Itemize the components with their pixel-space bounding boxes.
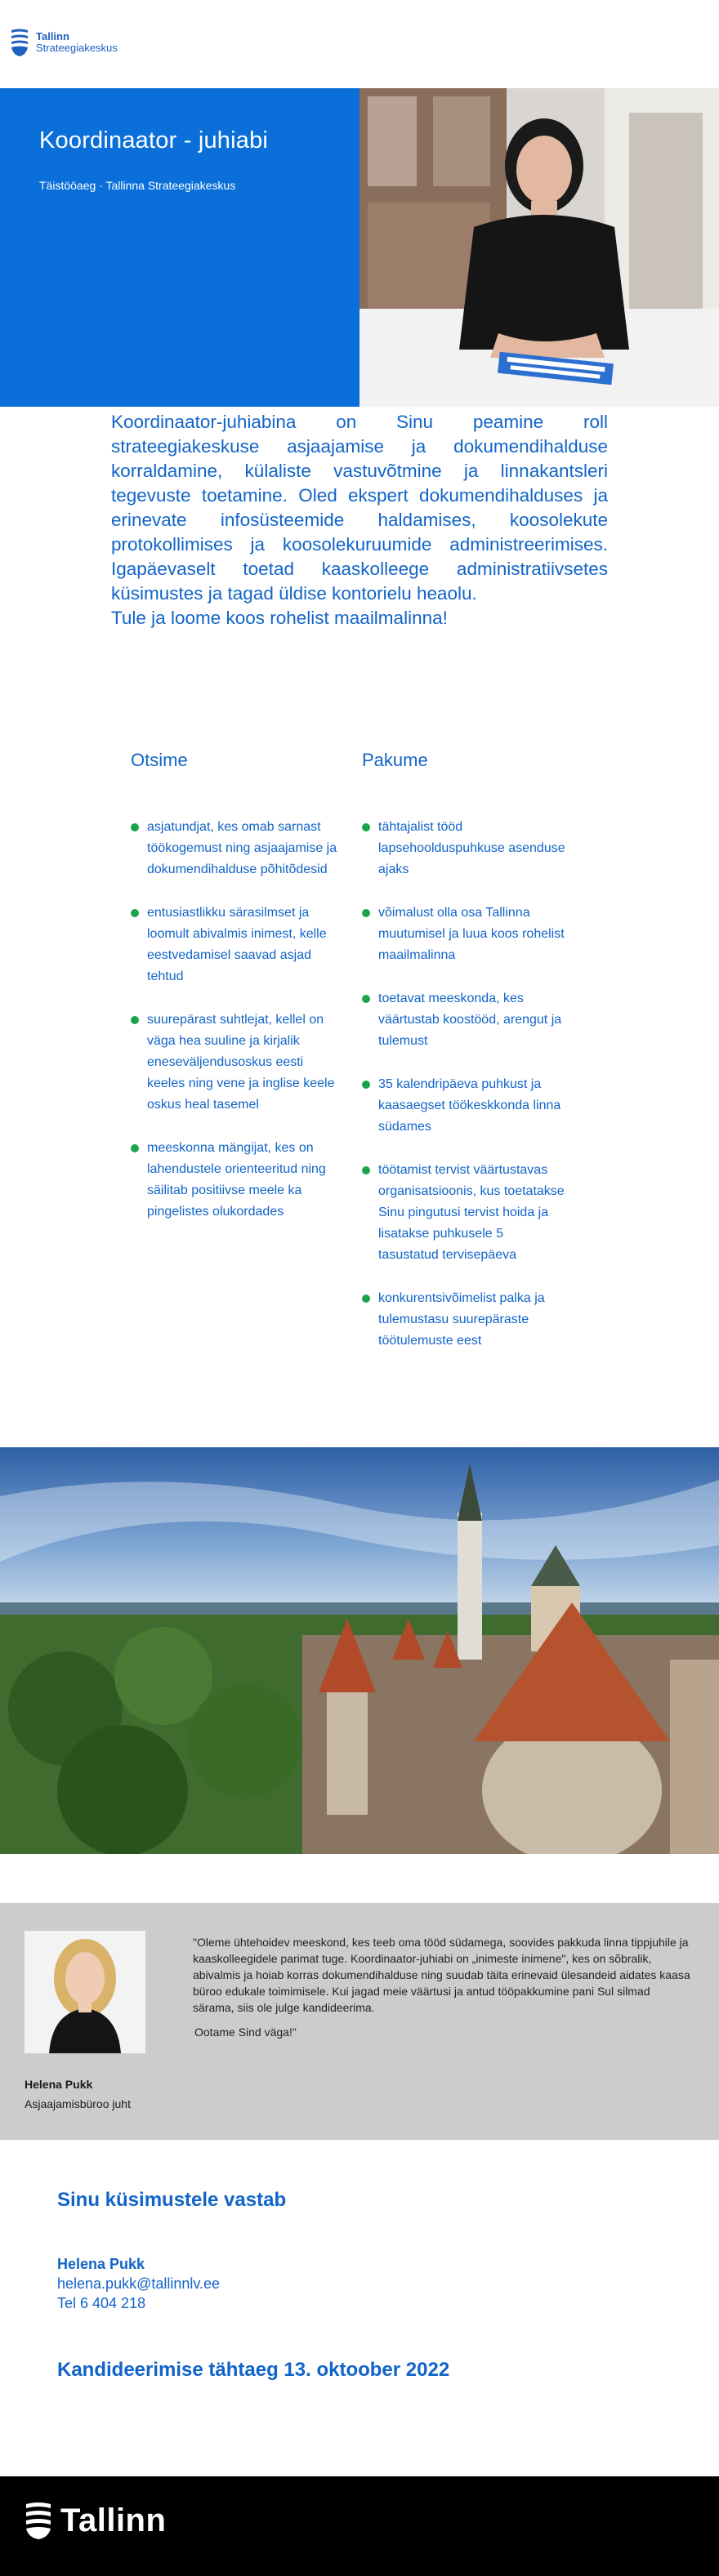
contact-name: Helena Pukk [57,2256,145,2272]
footer-logo-text: Tallinn [60,2502,167,2538]
job-subtitle: Täistööaeg · Tallinna Strateegiakeskus [39,179,236,192]
list-item: entusiastlikku särasilmset ja loomult abivalmis inimest, kelle eestvedamisel saavad asjad tehtud [131,902,343,987]
list-item: suurepärast suhtlejat, kellel on väga hea suuline ja kirjalik eneseväljendusoskus eesti keeles ning vene ja inglise keele oskus heal tasemel [131,1009,343,1116]
offering-heading: Pakume [362,750,428,770]
application-deadline: Kandideerimise tähtaeg 13. oktoober 2022 [57,2359,450,2381]
list-item: toetavat meeskonda, kes väärtustab koostööd, arengut ja tulemust [362,988,566,1052]
quote-section [0,1903,719,2140]
contact-email-link[interactable]: helena.pukk@tallinnlv.ee [57,2275,221,2292]
quote-author-name: Helena Pukk [25,2078,93,2091]
bullet-icon [131,1016,139,1024]
list-item: asjatundjat, kes omab sarnast töökogemust ning asjaajamise ja dokumendihalduse põhitõdesid [131,817,343,880]
hero-panel [0,88,360,407]
bullet-icon [362,995,370,1003]
bullet-icon [362,909,370,917]
list-item: meeskonna mängijat, kes on lahendustele orienteeritud ning säilitab positiivse meele ka pingelistes olukordades [131,1138,343,1223]
seeking-heading: Otsime [131,750,188,770]
bullet-icon [131,823,139,831]
intro-paragraph: Koordinaator-juhiabina on Sinu peamine roll strateegiakeskuse asjaajamise ja dokumendihalduse korraldamine, külaliste vastuvõtmine ja linnakantsleri tegevuste toetamine. Oled ekspert dokumendihalduses ja erinevate infosüsteemide haldamises, koosolekute protokollimises ja koosolekuruumide administreerimises. Igapäevaselt toetad kaaskolleege administratiivsetes küsimustes ja tagad üldise kontorielu heaolu. [111,412,608,604]
bullet-icon [131,1144,139,1152]
tallinn-old-town-photo [0,1447,719,1854]
list-item: 35 kalendripäeva puhkust ja kaasaegset töökeskkonda linna südames [362,1074,566,1138]
list-item: võimalust olla osa Tallinna muutumisel ja luua koos rohelist maailmalinna [362,902,566,966]
intro-text [111,410,608,631]
quote-paragraph: "Oleme ühtehoidev meeskond, kes teeb oma tööd südamega, soovides pakkuda linna tippjuhile ja kaaskolleegidele parimat tuge. Koordinaator-juhiabi on „inimeste inimene", kes on sõbralik, abivalmis ja hoiab korras dokumendihalduse ning suudab täita erinevaid ülesandeid aidates kaasa büroo edukale toimimisele. Kui jagad meie väärtusi ja antud tööpakkumine pani Sul silmad särama, siis ole julge kandideerima. [193,1936,690,2014]
tallinn-crest-icon [25,2501,52,2540]
hero-section [0,88,719,407]
bullet-icon [362,1166,370,1174]
bullet-icon [362,823,370,831]
logo-line2: Strateegiakeskus [36,42,118,54]
intro-closing: Tule ja loome koos rohelist maailmalinna! [111,608,448,628]
list-item: konkurentsivõimelist palka ja tulemustasu suurepäraste töötulemuste eest [362,1288,566,1352]
logo-line1: Tallinn [36,30,69,42]
quote-text [193,1934,691,2040]
bullet-icon [362,1081,370,1089]
list-item: tähtajalist tööd lapsehoolduspuhkuse asenduse ajaks [362,817,566,880]
helena-portrait [25,1931,145,2053]
quote-closing: Ootame Sind väga!" [194,2026,297,2039]
contact-phone: Tel 6 404 218 [57,2295,146,2311]
contact-heading: Sinu küsimustele vastab [57,2189,287,2211]
bullet-icon [362,1295,370,1303]
job-title: Koordinaator - juhiabi [39,127,269,154]
footer-logo[interactable] [25,2501,166,2540]
list-item: töötamist tervist väärtustavas organisatsioonis, kus toetatakse Sinu pingutusi tervist hoida ja lisatakse puhkusele 5 tasustatud tervisepäeva [362,1160,566,1266]
offering-list [362,817,566,1374]
quote-author-role: Asjaajamisbüroo juht [25,2097,131,2110]
hero-photo [360,88,719,407]
tallinn-crest-icon [10,28,29,57]
bullet-icon [131,909,139,917]
footer [0,2476,719,2576]
seeking-list [131,817,343,1245]
header-logo[interactable] [10,28,118,57]
